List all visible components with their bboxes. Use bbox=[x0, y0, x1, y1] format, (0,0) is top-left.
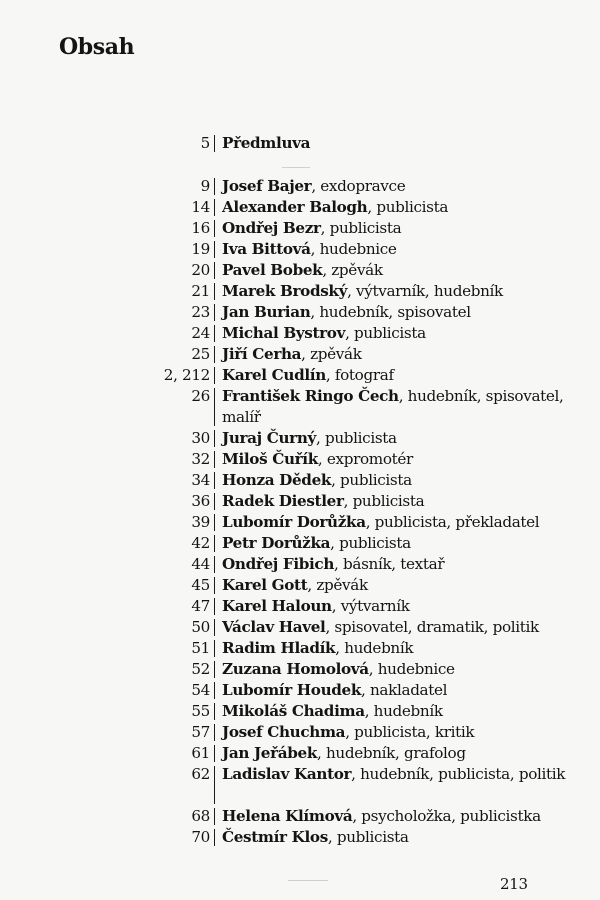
toc-entry bbox=[0, 491, 600, 512]
toc-page-number: 61 bbox=[191, 744, 210, 762]
toc-separator bbox=[214, 346, 215, 363]
toc-entry-text bbox=[222, 680, 582, 701]
toc-entry-name: Juraj Čurný bbox=[222, 429, 317, 447]
toc-page-number: 50 bbox=[191, 618, 210, 636]
toc-entry-description: , hudebník bbox=[364, 702, 443, 720]
toc-entry bbox=[0, 722, 600, 743]
toc-entry-text bbox=[222, 197, 582, 218]
toc-entry-name: František Ringo Čech bbox=[222, 387, 399, 405]
toc-separator bbox=[214, 241, 215, 258]
toc-entry-name: Ladislav Kantor bbox=[222, 765, 352, 783]
toc-page-number: 21 bbox=[191, 282, 210, 300]
toc-page-number: 42 bbox=[191, 534, 210, 552]
toc-page-number: 9 bbox=[200, 177, 210, 195]
toc-entry-description: , výtvarník, hudebník bbox=[347, 282, 503, 300]
toc-entry-text bbox=[222, 596, 582, 617]
toc-separator bbox=[214, 745, 215, 762]
toc-entry-name: Čestmír Klos bbox=[222, 828, 328, 846]
toc-entry-description: , publicista bbox=[330, 534, 411, 552]
toc-page-number: 14 bbox=[191, 198, 210, 216]
toc-entry-text bbox=[222, 554, 582, 575]
toc-separator bbox=[214, 703, 215, 720]
toc-separator bbox=[214, 577, 215, 594]
toc-page-number: 45 bbox=[191, 576, 210, 594]
table-of-contents bbox=[0, 133, 600, 848]
toc-entry bbox=[0, 449, 600, 470]
toc-entry-description: , zpěvák bbox=[307, 576, 368, 594]
toc-entry-description: , publicista bbox=[331, 471, 412, 489]
toc-entry bbox=[0, 260, 600, 281]
toc-entry-text bbox=[222, 659, 582, 680]
toc-entry-description: , spisovatel, dramatik, politik bbox=[325, 618, 539, 636]
toc-entry bbox=[0, 617, 600, 638]
page-title: Obsah bbox=[59, 34, 135, 60]
toc-page-number: 23 bbox=[191, 303, 210, 321]
toc-entry-text bbox=[222, 512, 582, 533]
toc-entry bbox=[0, 554, 600, 575]
toc-entry-name: Honza Dědek bbox=[222, 471, 332, 489]
toc-entry-name: Helena Klímová bbox=[222, 807, 353, 825]
toc-page-number: 25 bbox=[191, 345, 210, 363]
toc-entry-text bbox=[222, 344, 582, 365]
toc-page-number: 39 bbox=[191, 513, 210, 531]
toc-separator bbox=[214, 808, 215, 825]
toc-entry-name: Václav Havel bbox=[222, 618, 326, 636]
toc-entry-description: , publicista bbox=[343, 492, 425, 510]
toc-separator bbox=[214, 514, 215, 531]
toc-separator bbox=[214, 199, 215, 216]
toc-separator bbox=[214, 388, 215, 426]
toc-entry-name: Předmluva bbox=[222, 134, 311, 152]
toc-entry-description: , exdopravce bbox=[311, 177, 406, 195]
toc-entry bbox=[0, 806, 600, 827]
toc-entry-description: , publicista bbox=[367, 198, 449, 216]
toc-entry-name: Lubomír Dorůžka bbox=[222, 513, 366, 531]
toc-entry-text bbox=[222, 533, 582, 554]
toc-entry-text bbox=[222, 133, 582, 154]
toc-entry-description: , hudebník, publicista, politik bbox=[351, 765, 566, 783]
toc-entry-text bbox=[222, 449, 582, 470]
toc-separator bbox=[214, 535, 215, 552]
toc-entry-description: , publicista bbox=[345, 324, 426, 342]
toc-entry bbox=[0, 470, 600, 491]
toc-entry-description: , hudebník bbox=[335, 639, 414, 657]
toc-separator bbox=[214, 283, 215, 300]
toc-entry-name: Zuzana Homolová bbox=[222, 660, 369, 678]
toc-entry bbox=[0, 344, 600, 365]
toc-entry-text bbox=[222, 176, 582, 197]
toc-entry-name: Jan Jeřábek bbox=[222, 744, 318, 762]
toc-entry-text bbox=[222, 239, 582, 260]
toc-entry bbox=[0, 281, 600, 302]
toc-page-number: 51 bbox=[191, 639, 210, 657]
toc-entry-text bbox=[222, 428, 582, 449]
toc-page-number: 44 bbox=[191, 555, 210, 573]
toc-entry bbox=[0, 386, 600, 428]
toc-entry-text bbox=[222, 701, 582, 722]
toc-page-number: 26 bbox=[191, 387, 210, 405]
toc-entry bbox=[0, 176, 600, 197]
toc-entry-name: Petr Dorůžka bbox=[222, 534, 331, 552]
toc-entry-description: , hudebnice bbox=[368, 660, 455, 678]
toc-page-number: 2, 212 bbox=[163, 366, 210, 384]
decorative-rule bbox=[282, 167, 310, 168]
toc-entry-text bbox=[222, 638, 582, 659]
toc-entry-description: , hudebnice bbox=[310, 240, 397, 258]
toc-separator bbox=[214, 304, 215, 321]
toc-entry-name: Radek Diestler bbox=[222, 492, 344, 510]
toc-entry-text bbox=[222, 764, 582, 785]
toc-entry-description: , psycholožka, publicistka bbox=[352, 807, 541, 825]
toc-entry-name: Ondřej Fibich bbox=[222, 555, 335, 573]
toc-entry-name: Ondřej Bezr bbox=[222, 219, 321, 237]
toc-entry-text bbox=[222, 827, 582, 848]
toc-entry-description: , hudebník, grafolog bbox=[317, 744, 466, 762]
toc-page-number: 55 bbox=[191, 702, 210, 720]
toc-entry bbox=[0, 323, 600, 344]
toc-entry-description: , publicista, kritik bbox=[345, 723, 475, 741]
toc-page-number: 62 bbox=[191, 765, 210, 783]
toc-entry bbox=[0, 659, 600, 680]
toc-page-number: 5 bbox=[200, 134, 210, 152]
toc-page-number: 20 bbox=[191, 261, 210, 279]
toc-entry-text bbox=[222, 617, 582, 638]
toc-separator bbox=[214, 262, 215, 279]
toc-entry bbox=[0, 428, 600, 449]
toc-entry bbox=[0, 302, 600, 323]
toc-separator bbox=[214, 472, 215, 489]
toc-separator bbox=[214, 640, 215, 657]
toc-entry bbox=[0, 512, 600, 533]
toc-separator bbox=[214, 682, 215, 699]
toc-separator bbox=[214, 451, 215, 468]
toc-entry-name: Karel Cudlín bbox=[222, 366, 326, 384]
toc-entry-text bbox=[222, 806, 582, 827]
toc-entry bbox=[0, 218, 600, 239]
toc-entry-description: , expromotér bbox=[317, 450, 413, 468]
toc-entry-text bbox=[222, 743, 582, 764]
toc-entry-name: Josef Bajer bbox=[222, 177, 312, 195]
toc-entry-name: Miloš Čuřík bbox=[222, 450, 318, 468]
toc-separator bbox=[214, 178, 215, 195]
toc-entry-name: Josef Chuchma bbox=[222, 723, 346, 741]
toc-entry-text bbox=[222, 386, 582, 428]
toc-entry bbox=[0, 743, 600, 764]
toc-entry-name: Mikoláš Chadima bbox=[222, 702, 365, 720]
toc-page-number: 34 bbox=[191, 471, 210, 489]
toc-entry-text bbox=[222, 281, 582, 302]
toc-entry bbox=[0, 827, 600, 848]
toc-entry-name: Karel Gott bbox=[222, 576, 308, 594]
toc-entry-name: Jiří Cerha bbox=[222, 345, 302, 363]
toc-separator bbox=[214, 367, 215, 384]
toc-entry-text bbox=[222, 218, 582, 239]
toc-separator bbox=[214, 619, 215, 636]
toc-separator bbox=[214, 598, 215, 615]
toc-entry-name: Marek Brodský bbox=[222, 282, 348, 300]
toc-entry-text bbox=[222, 302, 582, 323]
toc-entry-description: , hudebník, spisovatel, malíř bbox=[222, 387, 564, 426]
toc-page-number: 70 bbox=[191, 828, 210, 846]
toc-entry-name: Pavel Bobek bbox=[222, 261, 323, 279]
toc-separator bbox=[214, 556, 215, 573]
toc-entry-name: Radim Hladík bbox=[222, 639, 336, 657]
toc-entry bbox=[0, 133, 600, 154]
toc-entry-name: Lubomír Houdek bbox=[222, 681, 362, 699]
toc-entry-description: , básník, textař bbox=[334, 555, 445, 573]
toc-entry-description: , fotograf bbox=[325, 366, 394, 384]
toc-page-number: 68 bbox=[191, 807, 210, 825]
toc-entry bbox=[0, 239, 600, 260]
toc-entry-name: Alexander Balogh bbox=[222, 198, 368, 216]
toc-page-number: 54 bbox=[191, 681, 210, 699]
toc-entry-text bbox=[222, 365, 582, 386]
toc-separator bbox=[214, 325, 215, 342]
toc-entry-description: , zpěvák bbox=[322, 261, 383, 279]
toc-page-number: 19 bbox=[191, 240, 210, 258]
toc-entry-text bbox=[222, 323, 582, 344]
toc-entry-name: Iva Bittová bbox=[222, 240, 311, 258]
toc-entry-text bbox=[222, 470, 582, 491]
toc-entry-description: , výtvarník bbox=[331, 597, 410, 615]
toc-entry bbox=[0, 365, 600, 386]
toc-entry-text bbox=[222, 260, 582, 281]
toc-page-number: 47 bbox=[191, 597, 210, 615]
toc-entry-name: Michal Bystrov bbox=[222, 324, 346, 342]
toc-entry-name: Karel Haloun bbox=[222, 597, 332, 615]
toc-entry-description: , publicista bbox=[327, 828, 409, 846]
toc-entry bbox=[0, 575, 600, 596]
decorative-rule bbox=[288, 880, 328, 881]
toc-entry bbox=[0, 197, 600, 218]
toc-entry-name: Jan Burian bbox=[222, 303, 311, 321]
toc-entry-description: , publicista bbox=[320, 219, 402, 237]
toc-page-number: 57 bbox=[191, 723, 210, 741]
toc-entry-description: , nakladatel bbox=[361, 681, 448, 699]
toc-entry-description: , publicista bbox=[316, 429, 397, 447]
toc-separator bbox=[214, 661, 215, 678]
toc-page-number: 32 bbox=[191, 450, 210, 468]
toc-page-number: 52 bbox=[191, 660, 210, 678]
toc-page-number: 36 bbox=[191, 492, 210, 510]
toc-entry-text bbox=[222, 491, 582, 512]
toc-entry-text bbox=[222, 722, 582, 743]
toc-page-number: 30 bbox=[191, 429, 210, 447]
toc-entry-description: , zpěvák bbox=[301, 345, 362, 363]
toc-entry bbox=[0, 701, 600, 722]
toc-entry bbox=[0, 596, 600, 617]
toc-separator bbox=[214, 430, 215, 447]
toc-entry-text bbox=[222, 575, 582, 596]
toc-separator bbox=[214, 829, 215, 846]
toc-entry bbox=[0, 638, 600, 659]
toc-separator bbox=[214, 724, 215, 741]
toc-separator bbox=[214, 135, 215, 152]
toc-page-number: 24 bbox=[191, 324, 210, 342]
toc-page-number: 16 bbox=[191, 219, 210, 237]
toc-entry-description: , hudebník, spisovatel bbox=[310, 303, 471, 321]
toc-entry-description: , publicista, překladatel bbox=[365, 513, 540, 531]
toc-entry bbox=[0, 680, 600, 701]
toc-separator bbox=[214, 493, 215, 510]
toc-entry bbox=[0, 764, 600, 806]
page-number: 213 bbox=[500, 875, 528, 893]
toc-separator bbox=[214, 220, 215, 237]
toc-separator bbox=[214, 766, 215, 804]
toc-entry bbox=[0, 533, 600, 554]
